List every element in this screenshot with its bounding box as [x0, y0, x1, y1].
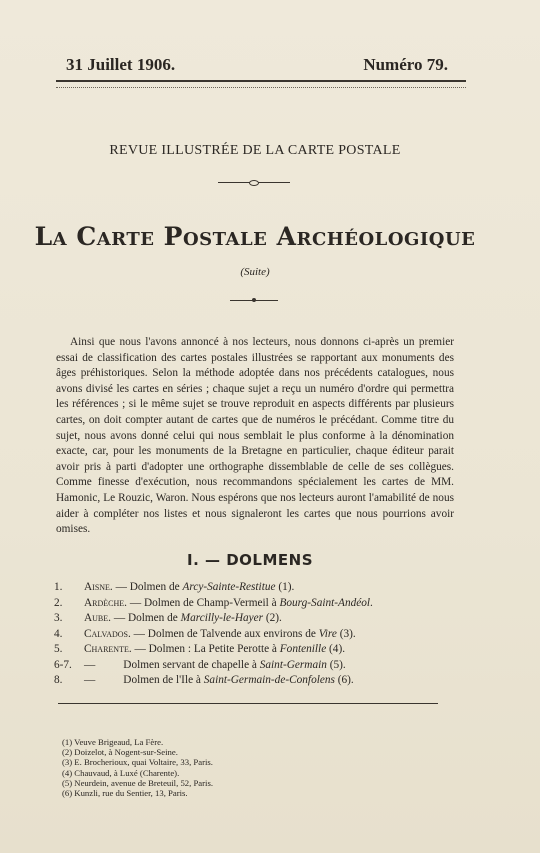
revue-title: REVUE ILLUSTRÉE DE LA CARTE POSTALE	[109, 143, 401, 158]
footnotes	[62, 737, 213, 798]
item-text: Dolmen de l'Ile à Saint-Germain-de-Confolens (6).	[123, 674, 354, 686]
list-item	[54, 580, 464, 596]
article-subtitle: (Suite)	[240, 266, 270, 278]
section-title: I. — DOLMENS	[186, 551, 313, 569]
item-number: 4.	[54, 627, 63, 640]
intro-paragraph: Ainsi que nous l'avons annoncé à nos lecteurs, nous donnons ci-après un premier essai de classification des cartes postales illustrées se rapportant aux monuments des âges préhistoriques. Selon la méthode adoptée dans nos précédents catalogues, nous avons divisé les cartes en séries ; chaque sujet a reçu un numéro d'ordre qui permettra les références ; si le même sujet se trouve reproduit en aspects différents par plusieurs cartes, on doit compter autant de cartes que de numéros le précédant. Comme titre du sujet, nous avons donné celui qui nous semblait le plus conforme à la dénomination exacte, car, pour les monuments de la Bretagne en particulier, chaque éditeur parait avoir pris à parti d'adopter une orthographe dissemblable de celle de ses collègues. Comme finesse d'exécution, nous recommandons spécialement les cartes de MM. Hamonic, Le Rouzic, Waron. Nous espérons que nos lecteurs auront l'amabilité de nous aider à compléter nos listes et nous signaleront les cartes que nous pourrions avoir omises.	[56, 336, 454, 536]
item-dash: —	[84, 674, 96, 686]
list-item	[54, 673, 464, 689]
issue-number: Numéro 79.	[363, 55, 448, 74]
issue-date: 31 Juillet 1906.	[66, 55, 176, 74]
article-title: La Carte Postale Archéologique	[34, 222, 476, 251]
list-item	[54, 642, 464, 658]
item-text: Dolmen servant de chapelle à Saint-Germain (5).	[123, 658, 346, 671]
list-item	[54, 627, 464, 643]
item-dash: —	[84, 658, 96, 671]
item-text: Ardèche. — Dolmen de Champ-Vermeil à Bourg-Saint-Andéol.	[84, 596, 373, 609]
item-number: 5.	[54, 643, 63, 655]
item-number: 2.	[54, 596, 63, 609]
ornament-divider	[218, 182, 290, 183]
list-item	[54, 658, 464, 674]
list-item	[54, 611, 464, 627]
footnote: (1) Veuve Brigeaud, La Fère.	[62, 737, 164, 747]
footnote: (6) Kunzli, rue du Sentier, 13, Paris.	[62, 788, 188, 799]
footnote-rule	[58, 703, 438, 704]
item-number: 8.	[54, 674, 63, 686]
item-text: Aube. — Dolmen de Marcilly-le-Hayer (2).	[84, 612, 282, 624]
footnote: (3) E. Brocherioux, quai Voltaire, 33, Paris.	[62, 757, 213, 768]
item-number: 3.	[54, 612, 63, 624]
ornament-divider-small	[230, 300, 278, 301]
header-rule	[56, 80, 466, 88]
dolmen-list	[54, 580, 464, 689]
item-text: Charente. — Dolmen : La Petite Perotte à Fontenille (4).	[84, 643, 346, 655]
footnote: (4) Chauvaud, à Luxé (Charente).	[62, 767, 180, 778]
footnote: (5) Neurdein, avenue de Breteuil, 52, Paris.	[62, 777, 214, 788]
item-text: Aisne. — Dolmen de Arcy-Sainte-Restitue (1).	[84, 581, 295, 593]
item-text: Calvados. — Dolmen de Talvende aux environs de Vire (3).	[84, 627, 356, 640]
item-number: 1.	[54, 581, 63, 593]
list-item	[54, 596, 464, 612]
item-number: 6-7.	[54, 658, 72, 671]
footnote: (2) Doizelot, à Nogent-sur-Seine.	[62, 747, 178, 758]
